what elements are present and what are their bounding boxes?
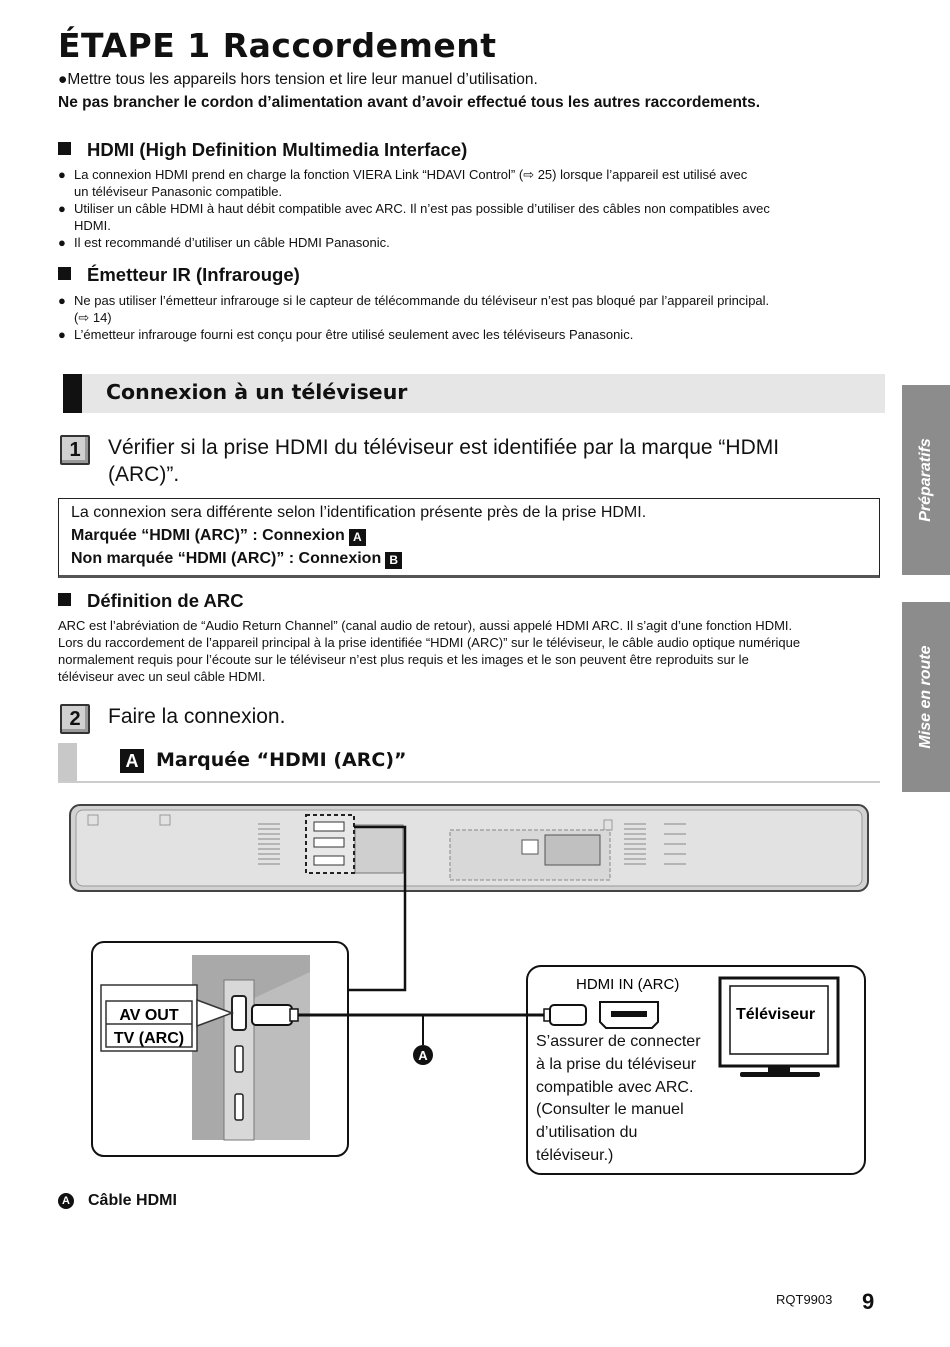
hdmi-bullet: ● La connexion HDMI prend en charge la fonction VIERA Link “HDAVI Control” (⇨ 25) lorsque l’appareil est utilisé avec un téléviseur Panasonic compatible. [58, 167, 748, 199]
step-1-text: Vérifier si la prise HDMI du téléviseur est identifiée par la marque “HDMI (ARC)”. [108, 436, 780, 486]
page-title: ÉTAPE 1 Raccordement [58, 26, 497, 65]
subsection-title: Marquée “HDMI (ARC)” [156, 749, 407, 771]
intro-warning: Ne pas brancher le cordon d’alimentation avant d’avoir effectué tous les autres raccordements. [58, 94, 761, 111]
svg-text:téléviseur.): téléviseur.) [536, 1147, 614, 1164]
page-number: 9 [862, 1289, 875, 1314]
svg-text:à la prise du téléviseur: à la prise du téléviseur [536, 1056, 697, 1073]
tv-icon [720, 978, 838, 1077]
svg-text:d’utilisation du: d’utilisation du [536, 1124, 638, 1141]
arc-heading: Définition de ARC [58, 590, 244, 612]
av-out-label: AV OUT [119, 1007, 179, 1024]
tag-b: B [385, 552, 402, 569]
tv-arc-label: TV (ARC) [113, 1030, 185, 1047]
tv-label: Téléviseur [736, 1006, 816, 1023]
connection-info-box: La connexion sera différente selon l’identification présente près de la prise HDMI. Marquée “HDMI (ARC)” : Connexion A Non marquée “HDMI (ARC)” : Connexion B [58, 498, 880, 578]
ir-heading: Émetteur IR (Infrarouge) [58, 264, 300, 286]
callout-a-icon: A [58, 1193, 74, 1209]
hdmi-bullet: ● Il est recommandé d’utiliser un câble HDMI Panasonic. [58, 235, 390, 250]
hdmi-in-label: HDMI IN (ARC) [576, 976, 680, 993]
hdmi-heading: HDMI (High Definition Multimedia Interface) [58, 139, 467, 161]
section-bar [63, 374, 885, 413]
ir-bullet: ● L’émetteur infrarouge fourni est conçu pour être utilisé seulement avec les téléviseurs Panasonic. [58, 327, 634, 342]
tv-note [536, 1033, 701, 1164]
ir-bullet: ● Ne pas utiliser l’émetteur infrarouge si le capteur de télécommande du téléviseur n’est pas bloqué par l’appareil principal. (⇨ 14) [58, 293, 770, 325]
square-bullet-icon [58, 593, 71, 606]
tag-a: A [349, 529, 366, 546]
arc-definition: ARC est l’abréviation de “Audio Return Channel” (canal audio de retour), aussi appelé HDMI ARC. Il s’agit d’une fonction HDMI. Lors du raccordement de l’appareil principal à la prise identifiée “HDMI (ARC)” sur le téléviseur, le câble audio optique numérique normalement requis pour l’écoute sur le téléviseur n’est plus requis et les images et le son peuvent être reproduits sur le téléviseur avec un seul câble HDMI. [58, 618, 801, 684]
step-1-number: 1 [60, 435, 90, 465]
figure-caption: A Câble HDMI [58, 1192, 177, 1210]
square-bullet-icon [58, 267, 71, 280]
soundbar-rear-panel [70, 805, 868, 891]
step-2-number: 2 [60, 704, 90, 734]
svg-text:S’assurer de connecter: S’assurer de connecter [536, 1033, 701, 1050]
svg-text:compatible avec ARC.: compatible avec ARC. [536, 1079, 694, 1096]
svg-text:(Consulter le manuel: (Consulter le manuel [536, 1101, 684, 1118]
tag-a: A [120, 749, 144, 773]
section-title: Connexion à un téléviseur [106, 380, 408, 404]
step-2-text: Faire la connexion. [108, 705, 286, 728]
hdmi-bullet: ● Utiliser un câble HDMI à haut débit compatible avec ARC. Il n’est pas possible d’utiliser des câbles non compatibles avec HDMI. [58, 201, 770, 233]
side-tab-preparatifs: Préparatifs [902, 385, 950, 575]
intro-instruction: ●Mettre tous les appareils hors tension et lire leur manuel d’utilisation. [58, 71, 538, 88]
subsection-bar [58, 743, 880, 783]
hdmi-plug-left [252, 1005, 292, 1025]
connection-diagram [0, 795, 900, 1185]
callout-a-label: A [418, 1048, 428, 1063]
side-tab-mise-en-route: Mise en route [902, 602, 950, 792]
square-bullet-icon [58, 142, 71, 155]
hdmi-plug-right [550, 1005, 586, 1025]
document-code: RQT9903 [776, 1292, 833, 1307]
